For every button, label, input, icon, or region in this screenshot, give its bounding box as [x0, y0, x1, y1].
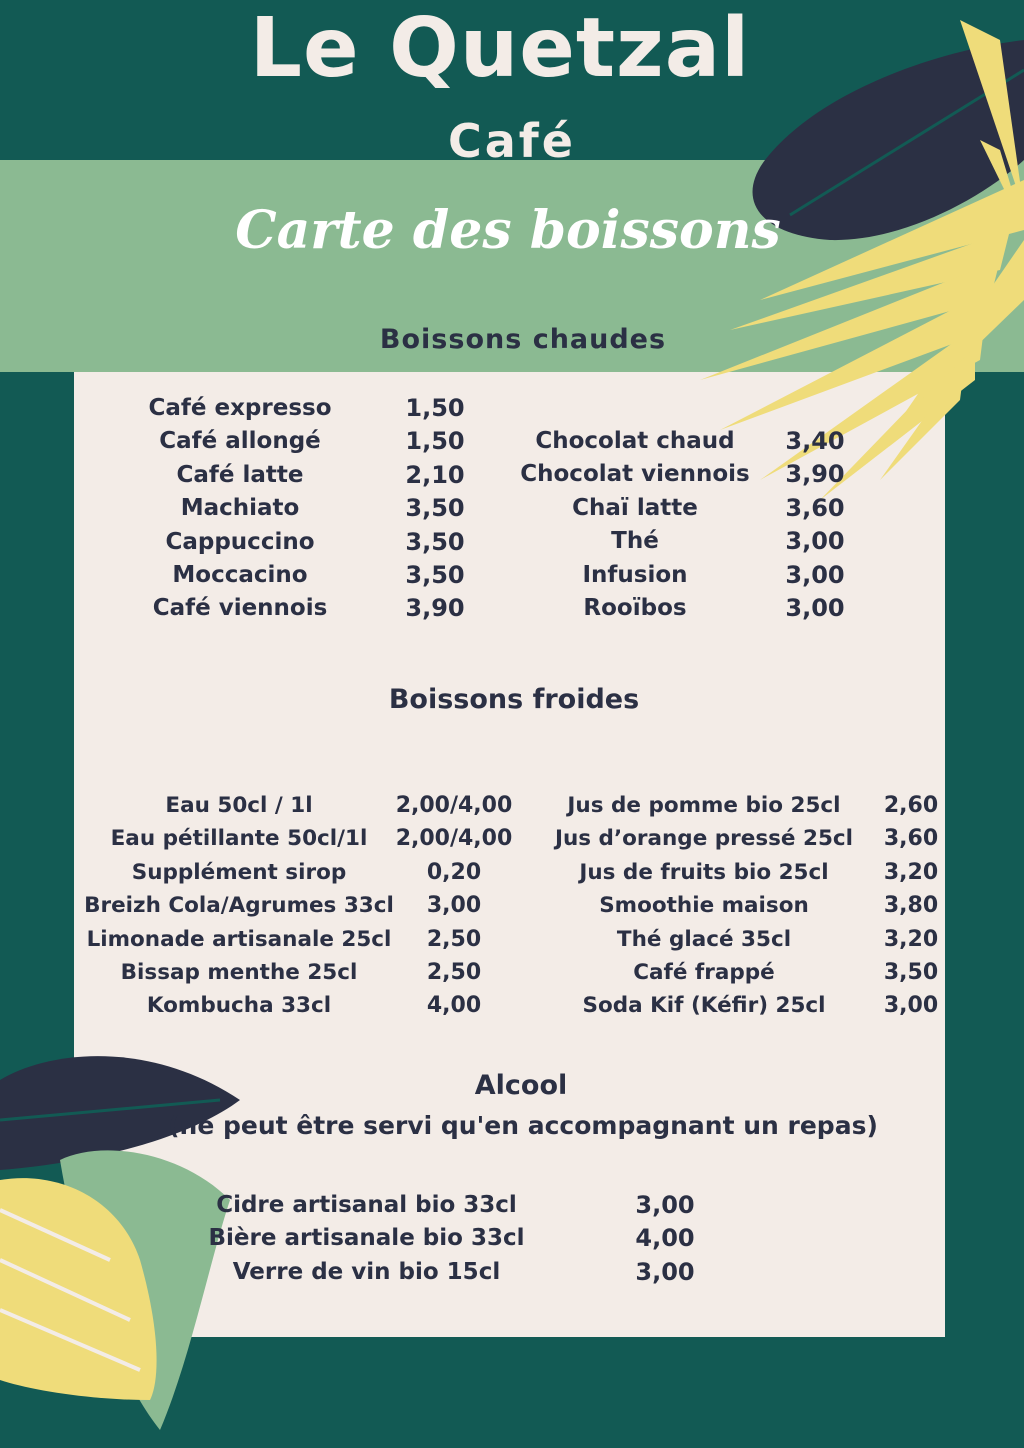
menu-item-price: 3,00 [635, 1257, 695, 1286]
menu-item-price: 3,50 [405, 527, 465, 556]
hot-drinks-heading: Boissons chaudes [379, 324, 667, 355]
menu-item-price: 3,40 [785, 427, 845, 455]
hot-left-prices [385, 392, 485, 626]
menu-item-price: 4,00 [426, 993, 482, 1019]
menu-item-price: 3,90 [405, 594, 465, 623]
menu-item-name: Chocolat chaud [535, 428, 735, 454]
menu-item-name: Soda Kif (Kéfir) 25cl [582, 993, 826, 1019]
cold-drinks-heading: Boissons froides [388, 684, 640, 715]
menu-item-price: 3,00 [883, 993, 939, 1019]
menu-item-price: 3,00 [785, 560, 845, 589]
cold-right-names [545, 789, 863, 1023]
menu-item-name: Moccacino [172, 562, 308, 589]
menu-item-price: 1,50 [405, 394, 465, 422]
menu-item-price: 2,00/4,00 [395, 793, 513, 818]
menu-item-name: Café viennois [152, 595, 328, 622]
menu-item-name: Rooïbos [583, 595, 687, 622]
menu-item-name: Supplément sirop [131, 859, 347, 885]
menu-item-price: 2,50 [426, 926, 482, 952]
menu-item-name: Cappuccino [165, 528, 315, 555]
menu-item-price: 3,00 [785, 527, 845, 556]
menu-item-name: Jus d’orange pressé 25cl [554, 826, 854, 852]
menu-item-price: 3,50 [405, 494, 465, 523]
menu-item-name: Jus de pomme bio 25cl [567, 793, 841, 818]
menu-item-name: Chocolat viennois [520, 461, 750, 488]
menu-item-name: Café expresso [148, 395, 332, 421]
menu-item-price: 3,00 [785, 594, 845, 623]
menu-item-price: 3,20 [883, 926, 939, 952]
menu-item-name: Machiato [180, 495, 300, 522]
menu-item-name: Eau pétillante 50cl/1l [110, 826, 368, 852]
menu-item-name: Bière artisanale bio 33cl [208, 1225, 525, 1252]
menu-item-price: 3,90 [785, 460, 845, 489]
menu-item-name: Breizh Cola/Agrumes 33cl [84, 893, 394, 919]
menu-title: Carte des boissons [235, 200, 781, 261]
alcohol-note: (ne peut être servi qu'en accompagnant un repas) [168, 1111, 878, 1140]
menu-item-price: 1,50 [405, 427, 465, 456]
menu-item-name: Cidre artisanal bio 33cl [216, 1192, 517, 1218]
alcohol-heading: Alcool [474, 1070, 568, 1101]
hot-right-names [515, 425, 755, 625]
menu-item-name: Smoothie maison [599, 893, 809, 919]
cafe-subtitle: Café [447, 114, 576, 168]
menu-item-name: Thé glacé 35cl [616, 926, 792, 952]
menu-item-price: 3,50 [405, 561, 465, 590]
menu-item-name: Thé [611, 528, 659, 555]
menu-item-price: 3,50 [883, 960, 939, 986]
alcohol-prices [615, 1189, 715, 1289]
menu-item-price: 2,60 [883, 793, 939, 818]
menu-item-price: 3,00 [635, 1191, 695, 1219]
menu-item-price: 3,80 [883, 893, 939, 919]
menu-item-name: Limonade artisanale 25cl [86, 926, 392, 952]
menu-item-name: Café frappé [633, 960, 775, 986]
menu-item-price: 3,20 [883, 859, 939, 885]
menu-item-name: Jus de fruits bio 25cl [579, 859, 829, 885]
menu-item-price: 3,60 [785, 493, 845, 522]
menu-item-price: 3,00 [426, 893, 482, 919]
cafe-title: Le Quetzal [249, 1, 751, 96]
menu-item-name: Café latte [176, 461, 304, 488]
menu-item-name: Infusion [582, 561, 688, 588]
hot-right-prices [765, 425, 865, 625]
menu-item-name: Bissap menthe 25cl [120, 960, 358, 986]
hot-left-names [120, 392, 360, 626]
alcohol-names [200, 1189, 533, 1289]
cold-left-prices [384, 789, 524, 1023]
menu-item-price: 3,60 [883, 826, 939, 852]
cold-left-names [74, 789, 404, 1023]
menu-item-name: Kombucha 33cl [146, 993, 332, 1019]
menu-item-name: Eau 50cl / 1l [165, 793, 313, 818]
menu-item-name: Chaï latte [572, 494, 698, 521]
menu-item-price: 2,10 [405, 460, 465, 489]
cold-right-prices [872, 789, 950, 1023]
menu-item-price: 2,50 [426, 960, 482, 986]
menu-item-price: 4,00 [635, 1224, 695, 1253]
menu-item-price: 2,00/4,00 [395, 826, 513, 852]
menu-item-name: Café allongé [159, 428, 321, 455]
menu-item-name: Verre de vin bio 15cl [232, 1258, 501, 1285]
menu-item-price: 0,20 [426, 859, 482, 885]
